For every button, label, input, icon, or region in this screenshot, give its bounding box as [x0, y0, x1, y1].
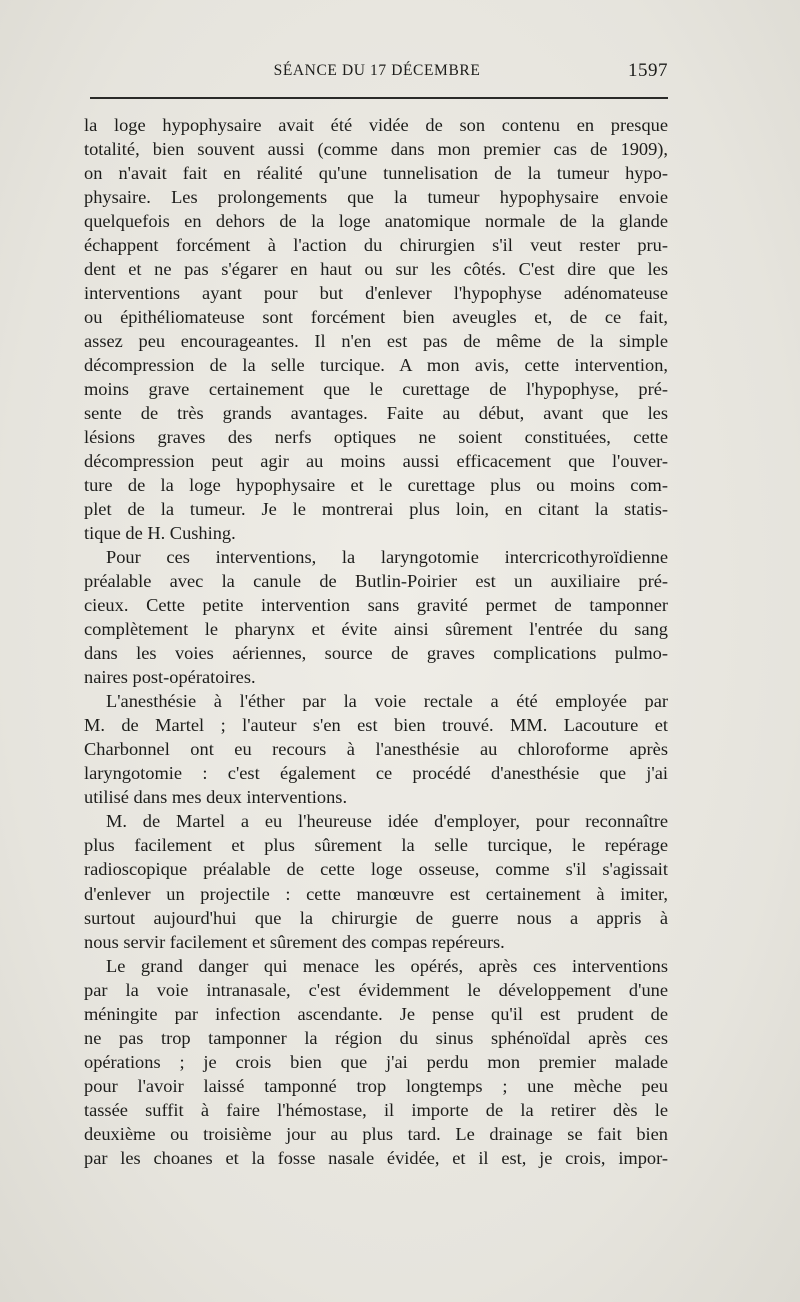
running-head: SÉANCE DU 17 DÉCEMBRE [273, 62, 481, 79]
text-line: totalité, bien souvent aussi (comme dans mon premier cas de 1909), [84, 139, 668, 160]
page-number: 1597 [628, 60, 668, 81]
text-line: sente de très grands avantages. Faite au début, avant que les [84, 403, 668, 424]
text-line: préalable avec la canule de Butlin-Poirier est un auxiliaire pré- [84, 571, 668, 592]
text-line: physaire. Les prolongements que la tumeur hypophysaire envoie [84, 187, 668, 208]
text-line: ne pas trop tamponner la région du sinus sphénoïdal après ces [84, 1027, 668, 1048]
text-line: deuxième ou troisième jour au plus tard. Le drainage se fait bien [84, 1123, 668, 1144]
text-line: lésions graves des nerfs optiques ne soient constituées, cette [84, 427, 668, 448]
text-line: plet de la tumeur. Je le montrerai plus loin, en citant la statis- [84, 499, 668, 520]
text-line: complètement le pharynx et évite ainsi sûrement l'entrée du sang [84, 619, 668, 640]
text-line: Charbonnel ont eu recours à l'anesthésie au chloroforme après [84, 739, 668, 760]
text-line: méningite par infection ascendante. Je pense qu'il est prudent de [84, 1003, 668, 1024]
text-line: décompression peut agir au moins aussi efficacement que l'ouver- [84, 451, 668, 472]
text-line: tique de H. Cushing. [84, 523, 236, 544]
text-line: d'enlever un projectile : cette manœuvre est certainement à imiter, [84, 883, 668, 904]
text-line: M. de Martel ; l'auteur s'en est bien trouvé. MM. Lacouture et [84, 715, 668, 736]
text-line: la loge hypophysaire avait été vidée de son contenu en presque [84, 115, 668, 135]
text-line: laryngotomie : c'est également ce procédé d'anesthésie que j'ai [84, 763, 668, 784]
text-line: utilisé dans mes deux interventions. [84, 787, 348, 808]
text-line: ou épithéliomateuse sont forcément bien aveugles et, de ce fait, [84, 307, 668, 328]
text-line: moins grave certainement que le curettage de l'hypophyse, pré- [84, 379, 668, 400]
text-line: M. de Martel a eu l'heureuse idée d'employer, pour reconnaître [106, 811, 668, 832]
text-line: nous servir facilement et sûrement des compas repéreurs. [84, 931, 505, 952]
text-line: quelquefois en dehors de la loge anatomique normale de la glande [84, 211, 668, 232]
header-rule [90, 97, 668, 99]
text-line: naires post-opératoires. [84, 667, 256, 688]
text-line: on n'avait fait en réalité qu'une tunnelisation de la tumeur hypo- [84, 163, 668, 184]
text-line: interventions ayant pour but d'enlever l'hypophyse adénomateuse [84, 283, 668, 304]
text-line: Le grand danger qui menace les opérés, après ces interventions [106, 955, 668, 976]
text-line: dent et ne pas s'égarer en haut ou sur les côtés. C'est dire que les [84, 259, 668, 280]
text-line: assez peu encourageantes. Il n'en est pas de même de la simple [84, 331, 668, 352]
text-line: ture de la loge hypophysaire et le curettage plus ou moins com- [84, 475, 668, 496]
text-line: par la voie intranasale, c'est évidemment le développement d'une [84, 979, 668, 1000]
text-line: cieux. Cette petite intervention sans gravité permet de tamponner [84, 595, 668, 616]
text-line: opérations ; je crois bien que j'ai perdu mon premier malade [84, 1051, 668, 1072]
text-line: échappent forcément à l'action du chirurgien s'il veut rester pru- [84, 235, 668, 256]
text-line: décompression de la selle turcique. A mon avis, cette intervention, [84, 355, 668, 376]
text-line: dans les voies aériennes, source de graves complications pulmo- [84, 643, 668, 664]
text-line: surtout aujourd'hui que la chirurgie de guerre nous a appris à [84, 907, 668, 928]
text-line: par les choanes et la fosse nasale évidée, et il est, je crois, impor- [84, 1147, 668, 1168]
text-line: plus facilement et plus sûrement la selle turcique, le repérage [84, 835, 668, 856]
text-line: tassée suffit à faire l'hémostase, il importe de la retirer dès le [84, 1099, 668, 1120]
text-line: Pour ces interventions, la laryngotomie intercricothyroïdienne [106, 547, 668, 568]
text-line: L'anesthésie à l'éther par la voie rectale a été employée par [106, 691, 668, 712]
page-header [86, 60, 668, 86]
text-line: radioscopique préalable de cette loge osseuse, comme s'il s'agissait [84, 859, 668, 880]
text-line: pour l'avoir laissé tamponné trop longtemps ; une mèche peu [84, 1075, 668, 1096]
body-text [84, 113, 668, 1170]
